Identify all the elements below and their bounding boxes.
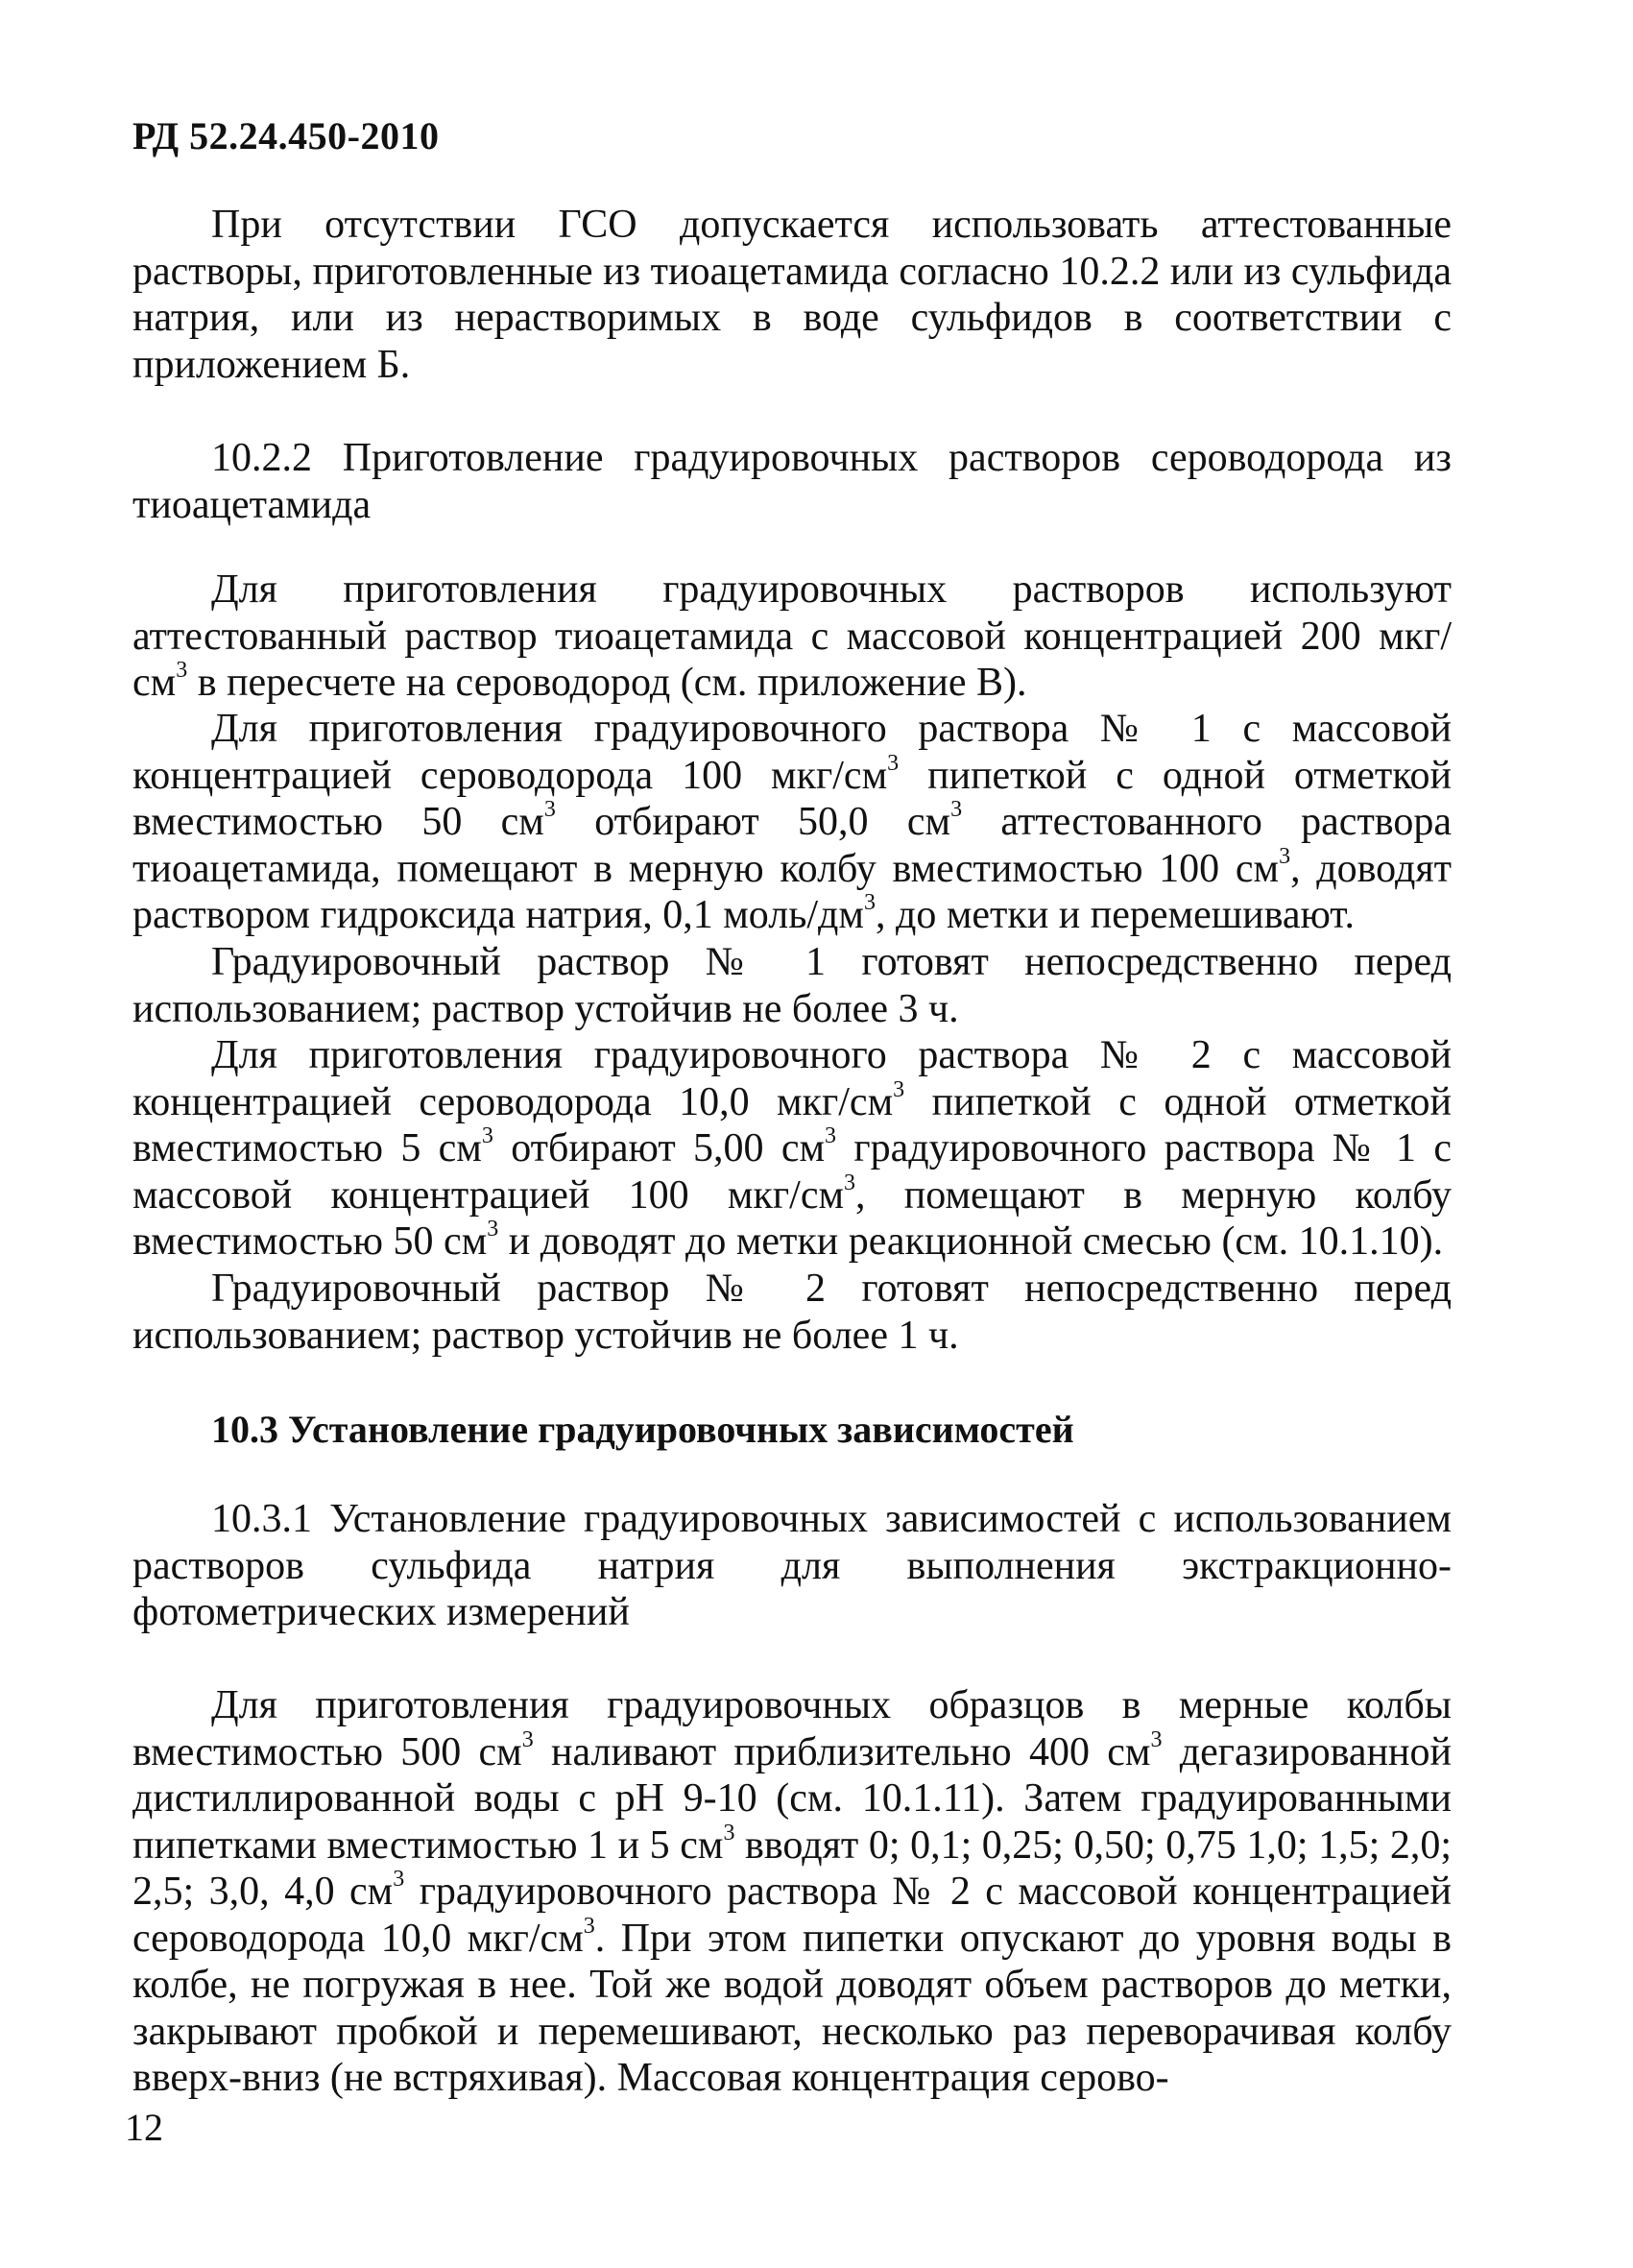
section-title-text: 10.3.1 Установление градуировочных зависимостей с использованием растворов сульфида натрия для выполнения экстракционно-фотометрических измерений [132,1497,1452,1634]
superscript-3: 3 [825,1123,837,1148]
paragraph-gso-absence [132,202,1452,388]
section-title-10-2-2 [132,435,1452,528]
paragraph-text: Градуировочный раствор № 2 готовят непосредственно перед использованием; раствор устойчив не более 1 ч. [132,1267,1452,1358]
paragraph-calibration-samples [132,1682,1452,2102]
paragraph-solution-1-stability [132,939,1452,1032]
superscript-3: 3 [583,1913,595,1939]
superscript-3: 3 [521,1726,534,1752]
superscript-3: 3 [393,1867,405,1892]
superscript-3: 3 [481,1123,493,1148]
paragraph-text: градуировочного раствора № 2 с массовой концентрацией сероводорода 10,0 мкг/см [132,1870,1453,1961]
paragraph-text: Для приготовления градуировочных образцов в мерные колбы вместимостью 500 см [132,1683,1452,1774]
paragraph-text: , доводят раствором гидроксида натрия, 0,1 моль/дм [132,846,1453,937]
superscript-3: 3 [176,658,188,683]
paragraph-text: При отсутствии ГСО допускается использовать аттестованные растворы, приготовленные из тиоацетамида согласно 10.2.2 или из сульфида натрия, или из нерастворимых в воде сульфидов в соответствии с приложением Б. [132,203,1452,387]
paragraph-solution-2-preparation [132,1032,1452,1266]
superscript-3: 3 [543,797,556,822]
paragraph-text: и доводят до метки реакционной смесью (см. 10.1.10). [508,1219,1444,1264]
paragraph-text: в пересчете на сероводород (см. приложение В). [197,661,1027,705]
paragraph-solution-2-stability [132,1266,1452,1359]
superscript-3: 3 [1150,1726,1163,1752]
superscript-3: 3 [893,1076,905,1102]
paragraph-text: . При этом пипетки опускают до уровня воды в колбе, не погружая в нее. Той же водой доводят объем растворов до метки, закрывают пробкой и перемешивают, несколько раз переворачивая колбу вверх-вниз (не встряхивая). Массовая концентрация серово- [132,1916,1452,2100]
paragraph-text: вводят 0; 0,1; 0,25; 0,50; 0,75 1,0; 1,5; 2,0; 2,5; 3,0, 4,0 см [132,1822,1453,1914]
paragraph-text: Градуировочный раствор № 1 готовят непосредственно перед использованием; раствор устойчив не более 3 ч. [132,940,1452,1031]
paragraph-text: отбирают 50,0 см [594,800,951,844]
page-number: 12 [125,2106,163,2149]
paragraph-text: Для приготовления градуировочных растворов используют аттестованный раствор тиоацетамида с массовой концентрацией 200 мкг/см [132,567,1452,705]
paragraph-text: Для приготовления градуировочного раствора № 2 с массовой концентрацией сероводорода 10,0 мкг/см [132,1033,1452,1124]
paragraph-text: аттестованного раствора тиоацетамида, помещают в мерную колбу вместимостью 100 см [132,800,1452,891]
paragraph-thioacetamide-solution [132,567,1452,707]
paragraph-text: , до метки и перемешивают. [875,893,1356,937]
superscript-3: 3 [487,1217,499,1242]
paragraph-text: пипеткой с одной отметкой вместимостью 5 см [132,1079,1452,1170]
section-title-text: 10.2.2 Приготовление градуировочных растворов сероводорода из тиоацетамида [132,436,1452,527]
paragraph-text: наливают приблизительно 400 см [551,1729,1151,1774]
paragraph-text: Для приготовления градуировочного раствора № 1 с массовой концентрацией сероводорода 100 мкг/см [132,707,1452,798]
superscript-3: 3 [887,750,900,776]
section-heading-10-3: 10.3 Установление градуировочных зависимостей [211,1408,1074,1451]
paragraph-text: пипеткой с одной отметкой вместимостью 50 см [132,753,1452,844]
section-title-10-3-1 [132,1496,1452,1636]
paragraph-text: отбирают 5,00 см [511,1126,826,1170]
superscript-3: 3 [723,1820,735,1846]
paragraph-text: , помещают в мерную колбу вместимостью 50 см [132,1172,1452,1264]
paragraph-text: дегазированной дистиллированной воды с pH 9-10 (см. 10.1.11). Затем градуированными пипетками вместимостью 1 и 5 см [132,1729,1452,1868]
document-code-header: РД 52.24.450-2010 [132,114,440,157]
superscript-3: 3 [950,797,963,822]
superscript-3: 3 [863,890,876,915]
paragraph-solution-1-preparation [132,706,1452,939]
superscript-3: 3 [844,1170,856,1195]
paragraph-text: градуировочного раствора № 1 с массовой концентрацией 100 мкг/см [132,1126,1452,1218]
superscript-3: 3 [1279,843,1291,869]
